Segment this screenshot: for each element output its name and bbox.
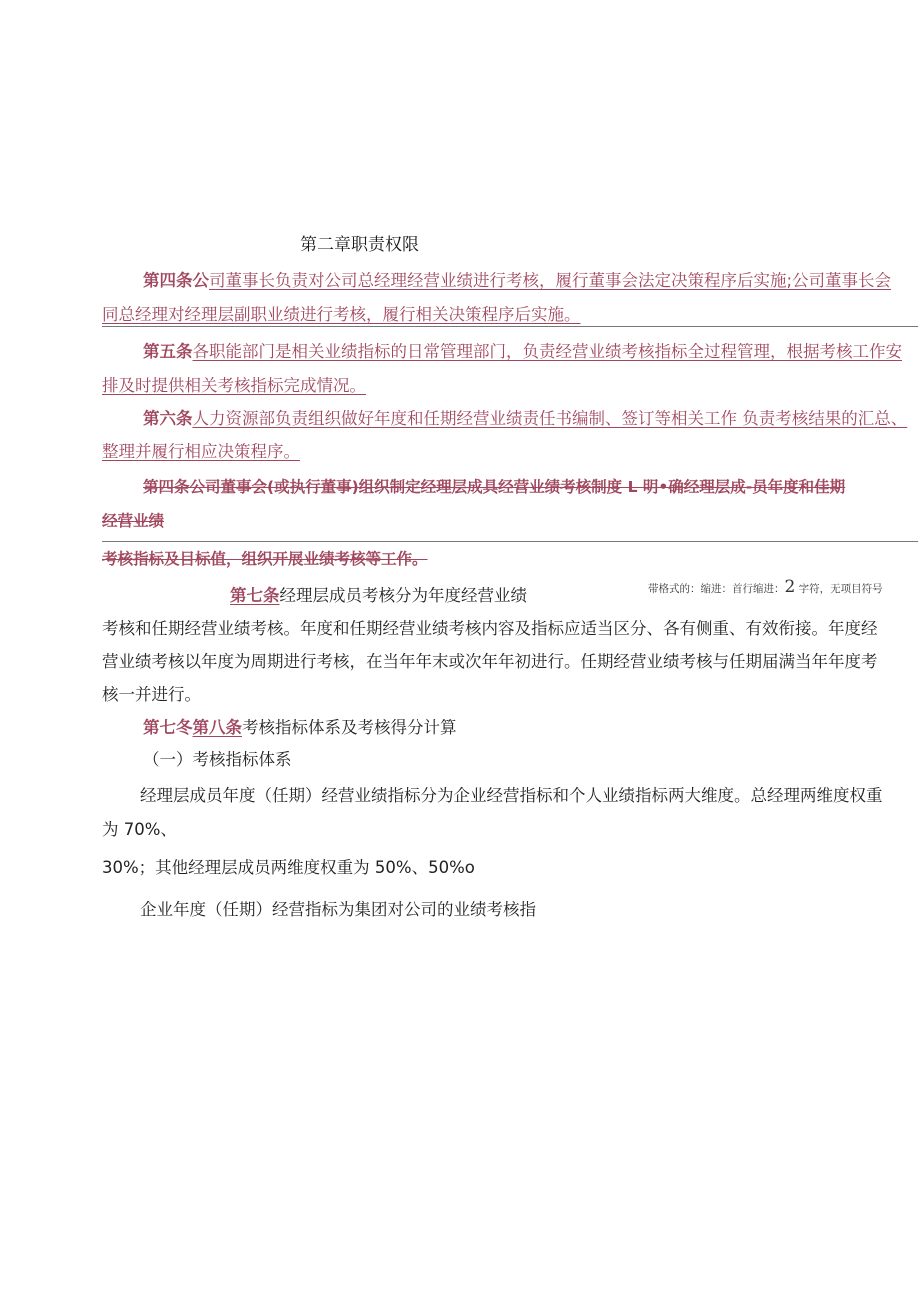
format-comment-number: 2 xyxy=(784,577,796,597)
article-6-line-2 xyxy=(102,440,300,464)
article-6-line-1 xyxy=(143,407,907,431)
article-5-text-1: 各职能部门是相关业绩指标的日常管理部门，负责经营业绩考核指标全过程管理，根据考核工作安 xyxy=(192,342,902,361)
deleted-article-4-line-3 xyxy=(102,547,428,571)
article-4-text-2: 同总经理对经理层副职业绩进行考核，履行相关决策程序后实施。 xyxy=(102,305,581,324)
article-8-label-old: 第七冬 xyxy=(143,718,193,737)
article-4-line-1 xyxy=(143,269,891,293)
article-7-text-4: 核一并进行。 xyxy=(102,685,201,704)
section-1-paragraph-1-line-2: 为 70%、 xyxy=(102,820,177,839)
article-4-line-2 xyxy=(102,303,581,327)
deleted-article-4-text-2: 经营业绩 xyxy=(102,512,165,530)
deleted-article-4-line-2 xyxy=(102,509,164,533)
article-7-line-4 xyxy=(102,683,201,707)
article-5-label: 第五条 xyxy=(143,342,193,361)
revision-divider xyxy=(102,326,918,327)
article-7-line-1 xyxy=(230,584,527,608)
article-4-label: 第四条 xyxy=(143,271,193,290)
section-1-paragraph-2: 30%；其他经理层成员两维度权重为 50%、50%o xyxy=(102,858,475,877)
section-1-title: （一）考核指标体系 xyxy=(143,750,292,769)
section-1-paragraph-1-line-1: 经理层成员年度（任期）经营业绩指标分为企业经营指标和个人业绩指标两大维度。总经理两维度权重 xyxy=(140,786,883,805)
article-8-label-new: 第八条 xyxy=(192,718,242,737)
article-7-line-3 xyxy=(102,650,878,674)
article-7-text-2: 考核和任期经营业绩考核。年度和任期经营业绩考核内容及指标应适当区分、各有侧重、有效衔接。年度经 xyxy=(102,619,878,638)
article-7-label: 第七条 xyxy=(230,586,280,605)
article-8-line xyxy=(143,716,457,740)
article-4-text-1: 司董事长负责对公司总经理经营业绩进行考核，履行董事会法定决策程序后实施;公司董事长会 xyxy=(209,271,892,290)
revision-divider xyxy=(102,541,918,542)
article-6-label: 第六条 xyxy=(143,409,193,428)
article-6-text-2: 整理并履行相应决策程序。 xyxy=(102,442,300,461)
article-5-line-2 xyxy=(102,374,366,398)
format-comment-balloon[interactable] xyxy=(648,577,883,597)
section-1-paragraph-3: 企业年度（任期）经营指标为集团对公司的业绩考核指 xyxy=(140,900,536,919)
deleted-article-4-text-3: 考核指标及目标值，组织开展业绩考核等工作。 xyxy=(102,550,428,568)
format-comment-prefix: 带格式的：缩进：首行缩进： xyxy=(648,583,785,595)
chapter-title: 第二章职责权限 xyxy=(300,235,419,255)
format-comment-suffix: 字符，无项目符号 xyxy=(795,583,883,595)
deleted-article-4-line-1 xyxy=(143,475,845,499)
article-5-text-2: 排及时提供相关考核指标完成情况。 xyxy=(102,376,366,395)
article-7-text-3: 营业绩考核以年度为周期进行考核，在当年年末或次年年初进行。任期经营业绩考核与任期届满当年年度考 xyxy=(102,652,878,671)
article-7-text-1: 经理层成员考核分为年度经营业绩 xyxy=(279,586,527,605)
deleted-article-4-text-1: 第四条公司董事会(或执行董事)组织制定经理层成具经营业绩考核制度 L 明•确经理层成-员年度和佳期 xyxy=(143,478,846,496)
article-7-line-2 xyxy=(102,617,878,641)
article-4-inserted-start: 公 xyxy=(192,271,209,290)
article-6-text-1: 人力资源部负责组织做好年度和任期经营业绩责任书编制、签订等相关工作 负责考核结果的汇总、 xyxy=(192,409,908,428)
article-8-text: 考核指标体系及考核得分计算 xyxy=(242,718,457,737)
article-5-line-1 xyxy=(143,340,902,364)
